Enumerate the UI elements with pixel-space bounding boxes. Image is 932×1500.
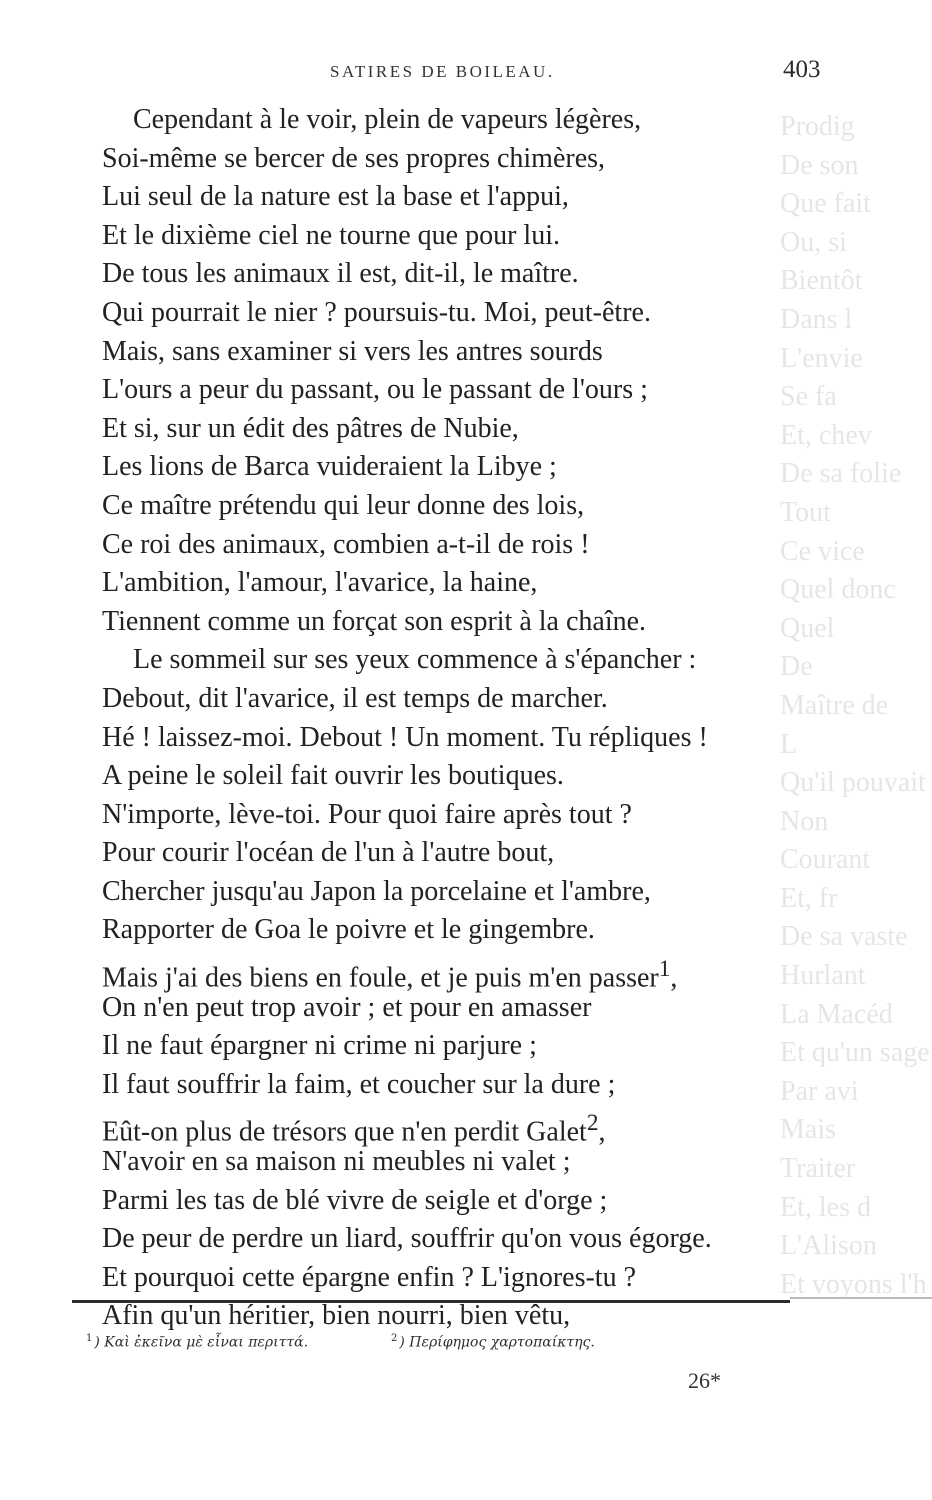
- verse-line: [102, 950, 802, 994]
- bleed-line: La Macéd: [780, 998, 893, 1030]
- bleed-line: Qu'il pouvait: [780, 767, 926, 799]
- bleed-line: Prodig: [780, 111, 855, 142]
- verse-line: Debout, dit l'avarice, il est temps de marcher.: [102, 682, 608, 714]
- bleed-line: Traiter: [780, 1153, 856, 1185]
- bleed-line: Bientôt: [780, 265, 863, 297]
- verse-line: Et pourquoi cette épargne enfin ? L'ignores-tu ?: [102, 1261, 636, 1293]
- footnote-text: ) Καὶ ἐκεῖνα μὲ εἶναι περιττά.: [94, 1334, 309, 1351]
- bleed-line: De son: [780, 149, 859, 181]
- verse-line: [102, 1104, 802, 1148]
- verse-line: De peur de perdre un liard, souffrir qu'on vous égorge.: [102, 1223, 712, 1255]
- bleed-through-text: [780, 108, 932, 1308]
- footnotes: [86, 1333, 786, 1357]
- bleed-line: Se fa: [780, 381, 837, 413]
- verse-line: Pour courir l'océan de l'un à l'autre bout,: [102, 837, 555, 869]
- verse-text: Mais j'ai des biens en foule, et je puis m'en passer: [102, 962, 659, 994]
- note-marker: 1: [658, 956, 671, 983]
- verse-line: Chercher jusqu'au Japon la porcelaine et l'ambre,: [102, 875, 651, 907]
- running-head: [0, 56, 932, 86]
- verse-line: Le sommeil sur ses yeux commence à s'épancher :: [133, 644, 697, 676]
- verse-line: Mais, sans examiner si vers les antres sourds: [102, 335, 603, 367]
- signature-mark: 26*: [688, 1368, 721, 1393]
- bleed-line: Que fait: [780, 188, 871, 220]
- verse-line: Ce roi des animaux, combien a-t-il de rois !: [102, 528, 590, 560]
- verse-line: Ce maître prétendu qui leur donne des lois,: [102, 489, 585, 521]
- footnote-rule: [72, 1300, 790, 1303]
- bleed-line: Mais: [780, 1114, 836, 1146]
- bleed-line: Quel: [780, 612, 835, 644]
- bleed-line: Et qu'un sage: [780, 1037, 930, 1069]
- bleed-line: Maître de: [780, 689, 889, 721]
- footnote-marker: 2: [391, 1333, 398, 1344]
- verse-suffix: ,: [598, 1116, 606, 1148]
- bleed-line: Et, chev: [780, 419, 872, 451]
- verse-line: Parmi les tas de blé vivre de seigle et d'orge ;: [102, 1184, 608, 1216]
- verse-line: L'ambition, l'amour, l'avarice, la haine,: [102, 567, 538, 599]
- bleed-line: Et, les d: [780, 1191, 871, 1223]
- bleed-line: De sa vaste: [780, 921, 908, 953]
- verse-text: Eût-on plus de trésors que n'en perdit Galet: [102, 1116, 587, 1148]
- verse-line: Qui pourrait le nier ? poursuis-tu. Moi, peut-être.: [102, 296, 651, 328]
- verse-line: Et si, sur un édit des pâtres de Nubie,: [102, 412, 519, 444]
- bleed-line: Et, fr: [780, 882, 838, 914]
- verse-line: On n'en peut trop avoir ; et pour en amasser: [102, 991, 592, 1023]
- bleed-line: De sa folie: [780, 458, 902, 490]
- bleed-line: Et voyons l'h: [780, 1268, 927, 1300]
- bleed-line: Dans l: [780, 303, 853, 335]
- bleed-line: Courant: [780, 844, 871, 876]
- verse-line: A peine le soleil fait ouvrir les boutiques.: [102, 760, 564, 792]
- running-title: SATIRES DE BOILEAU.: [330, 62, 555, 81]
- footnote: [86, 1333, 308, 1351]
- verse-line: Hé ! laissez-moi. Debout ! Un moment. Tu répliques !: [102, 721, 708, 753]
- verse-line: Soi-même se bercer de ses propres chimères,: [102, 142, 606, 174]
- bleed-line: Par avi: [780, 1075, 859, 1107]
- footnote-rule-bleed: [790, 1297, 932, 1299]
- bleed-line: De: [780, 651, 813, 683]
- verse-line: Tiennent comme un forçat son esprit à la chaîne.: [102, 605, 647, 637]
- verse-line: N'avoir en sa maison ni meubles ni valet ;: [102, 1146, 571, 1178]
- bleed-line: Hurlant: [780, 960, 866, 992]
- note-marker: 2: [586, 1110, 599, 1137]
- verse-line: De tous les animaux il est, dit-il, le maître.: [102, 258, 579, 290]
- verse-line: Afin qu'un héritier, bien nourri, bien vêtu,: [102, 1300, 571, 1332]
- verse-line: Il ne faut épargner ni crime ni parjure ;: [102, 1030, 537, 1062]
- verse-line: Cependant à le voir, plein de vapeurs légères,: [133, 104, 642, 135]
- page-number: 403: [783, 56, 821, 83]
- verse-suffix: ,: [670, 962, 678, 994]
- verse-line: L'ours a peur du passant, ou le passant de l'ours ;: [102, 374, 648, 406]
- verse-line: Il faut souffrir la faim, et coucher sur la dure ;: [102, 1068, 616, 1100]
- verse-block: [102, 101, 802, 1336]
- footnote-text: ) Περίφημος χαρτοπαίκτης.: [399, 1334, 595, 1351]
- footnote: [391, 1333, 595, 1351]
- verse-line: Rapporter de Goa le poivre et le gingembre.: [102, 914, 595, 946]
- footnote-marker: 1: [86, 1333, 93, 1344]
- bleed-line: Tout: [780, 496, 831, 528]
- bleed-line: Quel donc: [780, 574, 896, 606]
- bleed-line: Ce vice: [780, 535, 865, 567]
- verse-line: Et le dixième ciel ne tourne que pour lui.: [102, 219, 560, 251]
- bleed-line: L'Alison: [780, 1230, 877, 1262]
- verse-line: N'importe, lève-toi. Pour quoi faire après tout ?: [102, 798, 632, 830]
- bleed-line: L: [780, 728, 798, 760]
- bleed-line: L'envie: [780, 342, 863, 374]
- bleed-line: Non: [780, 805, 829, 837]
- verse-line: Lui seul de la nature est la base et l'appui,: [102, 181, 569, 213]
- verse-line: Les lions de Barca vuideraient la Libye ;: [102, 451, 557, 483]
- bleed-line: Ou, si: [780, 226, 847, 258]
